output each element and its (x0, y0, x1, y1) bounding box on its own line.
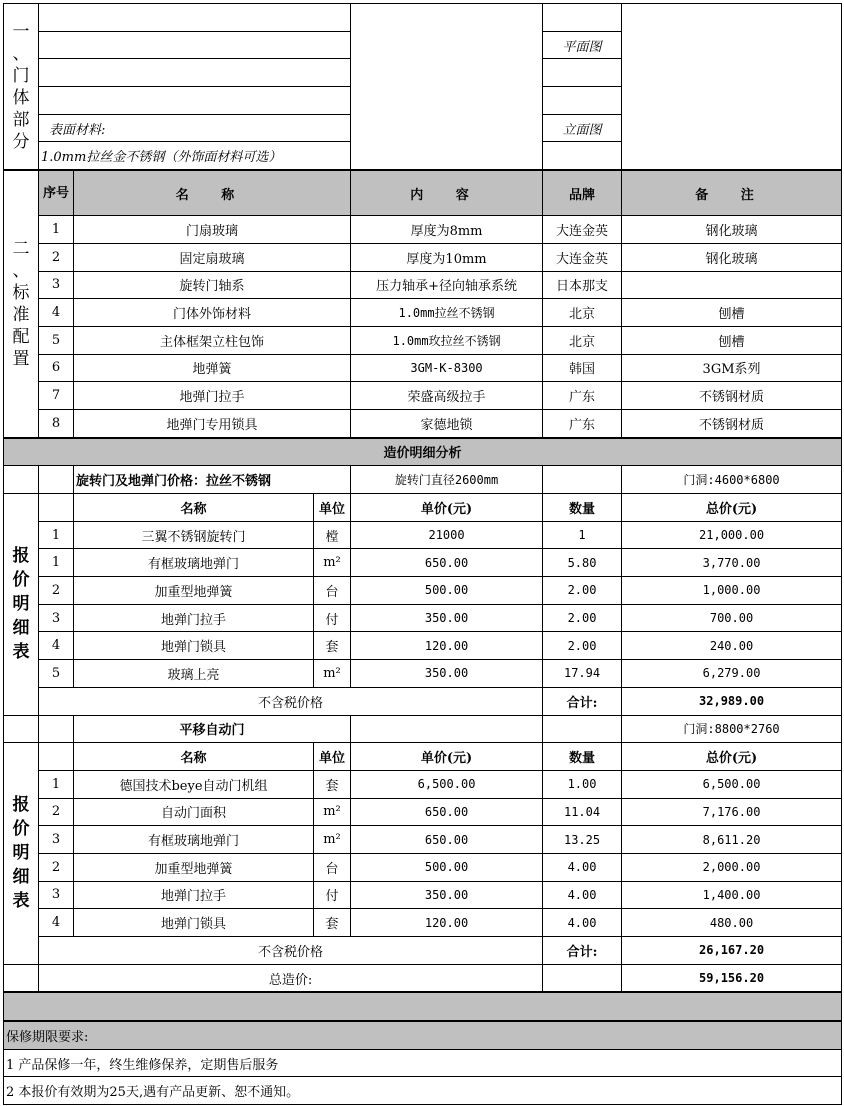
warranty-title: 保修期限要求: (4, 1021, 842, 1049)
quote-price: 350.00 (351, 881, 543, 909)
quote-unit: m² (314, 660, 351, 688)
quote-total: 3,770.00 (622, 549, 842, 577)
plan-view-label: 平面图 (543, 31, 622, 59)
quote-seq: 5 (39, 660, 74, 688)
config-note (622, 271, 842, 299)
config-name: 地弹门专用锁具 (74, 409, 351, 437)
door-blank-cell (543, 59, 622, 87)
quote-qty: 13.25 (543, 826, 622, 854)
blank-cell (4, 964, 39, 992)
quote-total: 21,000.00 (622, 521, 842, 549)
table-row (4, 909, 842, 937)
quote1-header-total: 总价(元) (622, 494, 842, 522)
quote-price: 500.00 (351, 853, 543, 881)
config-content: 压力轴承+径向轴承系统 (351, 271, 543, 299)
quote-unit: 付 (314, 881, 351, 909)
table-row (4, 299, 842, 327)
surface-material-label: 表面材料: (39, 114, 351, 142)
config-content: 家德地锁 (351, 409, 543, 437)
quote-seq: 1 (39, 521, 74, 549)
door-section-label: 一 、 门 体 部 分 (4, 4, 39, 171)
quote-seq: 3 (39, 604, 74, 632)
table-row (4, 326, 842, 354)
gray-spacer (4, 992, 842, 1021)
grand-total-label: 总造价: (39, 964, 543, 992)
config-brand: 北京 (543, 326, 622, 354)
config-seq: 3 (39, 271, 74, 299)
door-blank-cell (543, 142, 622, 170)
table-row (4, 382, 842, 410)
quote-price: 350.00 (351, 660, 543, 688)
quote-price: 120.00 (351, 632, 543, 660)
config-seq: 4 (39, 299, 74, 327)
quote2-header-price: 单价(元) (351, 743, 543, 771)
table-row (4, 577, 842, 605)
config-note: 刨槽 (622, 326, 842, 354)
table-row (4, 853, 842, 881)
quote1-header-unit: 单位 (314, 494, 351, 522)
config-name: 旋转门轴系 (74, 271, 351, 299)
config-content: 厚度为10mm (351, 243, 543, 271)
quote-seq: 3 (39, 881, 74, 909)
config-header-seq: 序号 (39, 170, 74, 216)
door-image-area (622, 4, 842, 171)
table-row (4, 770, 842, 798)
quote-unit: 套 (314, 770, 351, 798)
quote1-sum-label: 合计: (543, 687, 622, 715)
config-note: 不锈钢材质 (622, 409, 842, 437)
quote1-header-price: 单价(元) (351, 494, 543, 522)
quote-qty: 17.94 (543, 660, 622, 688)
quote1-spec: 旋转门直径2600mm (351, 466, 543, 494)
config-brand: 日本那支 (543, 271, 622, 299)
config-name: 地弹门拉手 (74, 382, 351, 410)
blank-cell (39, 743, 74, 771)
quote-qty: 11.04 (543, 798, 622, 826)
quote-total: 240.00 (622, 632, 842, 660)
config-brand: 北京 (543, 299, 622, 327)
quote-seq: 2 (39, 798, 74, 826)
quote2-header-total: 总价(元) (622, 743, 842, 771)
quote-price: 350.00 (351, 604, 543, 632)
quote-name: 玻璃上亮 (74, 660, 314, 688)
config-brand: 大连金英 (543, 243, 622, 271)
config-seq: 8 (39, 409, 74, 437)
config-note: 3GM系列 (622, 354, 842, 382)
quote2-title: 平移自动门 (74, 715, 351, 743)
blank-cell (39, 494, 74, 522)
quote-total: 1,400.00 (622, 881, 842, 909)
quote-qty: 4.00 (543, 853, 622, 881)
quote2-header-unit: 单位 (314, 743, 351, 771)
quote-seq: 4 (39, 632, 74, 660)
table-row (4, 354, 842, 382)
quote-total: 1,000.00 (622, 577, 842, 605)
config-name: 门体外饰材料 (74, 299, 351, 327)
quote-price: 6,500.00 (351, 770, 543, 798)
config-name: 地弹簧 (74, 354, 351, 382)
config-note: 不锈钢材质 (622, 382, 842, 410)
quote-unit: m² (314, 549, 351, 577)
quote-price: 650.00 (351, 826, 543, 854)
blank-cell (39, 715, 74, 743)
table-row (4, 660, 842, 688)
config-seq: 2 (39, 243, 74, 271)
quote-name: 地弹门拉手 (74, 881, 314, 909)
table-row (4, 632, 842, 660)
quote1-header-qty: 数量 (543, 494, 622, 522)
config-header-brand: 品牌 (543, 170, 622, 216)
config-content: 荣盛高级拉手 (351, 382, 543, 410)
config-content: 1.0mm玫拉丝不锈钢 (351, 326, 543, 354)
table-row (4, 271, 842, 299)
quote-unit: 付 (314, 604, 351, 632)
quote-name: 地弹门拉手 (74, 604, 314, 632)
config-note: 刨槽 (622, 299, 842, 327)
quote-unit: 台 (314, 853, 351, 881)
quote1-section-label: 报 价 明 细 表 (4, 494, 39, 716)
quote-unit: 套 (314, 909, 351, 937)
quote-price: 120.00 (351, 909, 543, 937)
quote1-opening: 门洞:4600*6800 (622, 466, 842, 494)
table-row (4, 604, 842, 632)
quote2-section-label: 报 价 明 细 表 (4, 743, 39, 965)
door-blank-cell (39, 87, 351, 115)
config-name: 门扇玻璃 (74, 216, 351, 244)
config-brand: 广东 (543, 382, 622, 410)
quote-name: 有框玻璃地弹门 (74, 826, 314, 854)
quote-name: 有框玻璃地弹门 (74, 549, 314, 577)
door-blank-cell (39, 4, 351, 32)
quote-unit: 樘 (314, 521, 351, 549)
quote-total: 8,611.20 (622, 826, 842, 854)
quote-price: 500.00 (351, 577, 543, 605)
table-row (4, 409, 842, 437)
config-header-content: 内 容 (351, 170, 543, 216)
quote-name: 自动门面积 (74, 798, 314, 826)
config-section-label: 二 、 标 准 配 置 (4, 170, 39, 438)
blank-cell (543, 466, 622, 494)
quote1-title: 旋转门及地弹门价格：拉丝不锈钢 (74, 466, 351, 494)
blank-cell (543, 715, 622, 743)
door-blank-cell (543, 4, 622, 32)
config-name: 固定扇玻璃 (74, 243, 351, 271)
config-content: 3GM-K-8300 (351, 354, 543, 382)
quote-total: 480.00 (622, 909, 842, 937)
quote1-header-name: 名称 (74, 494, 314, 522)
quote-total: 7,176.00 (622, 798, 842, 826)
quote-price: 21000 (351, 521, 543, 549)
quote-name: 地弹门锁具 (74, 632, 314, 660)
door-blank-cell (39, 59, 351, 87)
quote-qty: 2.00 (543, 632, 622, 660)
quote-qty: 4.00 (543, 909, 622, 937)
quote-name: 地弹门锁具 (74, 909, 314, 937)
quote-name: 加重型地弹簧 (74, 577, 314, 605)
config-header-name: 名 称 (74, 170, 351, 216)
quote2-header-name: 名称 (74, 743, 314, 771)
warranty-line: 1 产品保修一年，终生维修保养，定期售后服务 (4, 1049, 842, 1077)
quote-price: 650.00 (351, 798, 543, 826)
quote1-sum-value: 32,989.00 (622, 687, 842, 715)
door-blank-cell (543, 87, 622, 115)
quote2-sum-value: 26,167.20 (622, 937, 842, 965)
config-seq: 1 (39, 216, 74, 244)
quote-seq: 4 (39, 909, 74, 937)
quote-total: 2,000.00 (622, 853, 842, 881)
quote1-pretax-label: 不含税价格 (39, 687, 543, 715)
blank-cell (4, 466, 39, 494)
quote-seq: 3 (39, 826, 74, 854)
quote-name: 三翼不锈钢旋转门 (74, 521, 314, 549)
quote-qty: 1 (543, 521, 622, 549)
quote-unit: m² (314, 826, 351, 854)
quote-total: 6,500.00 (622, 770, 842, 798)
quote-seq: 1 (39, 549, 74, 577)
quote-qty: 2.00 (543, 577, 622, 605)
config-name: 主体框架立柱包饰 (74, 326, 351, 354)
quote-price: 650.00 (351, 549, 543, 577)
quote-qty: 2.00 (543, 604, 622, 632)
warranty-line: 2 本报价有效期为25天,遇有产品更新、恕不通知。 (4, 1077, 842, 1105)
quote2-pretax-label: 不含税价格 (39, 937, 543, 965)
quote2-opening: 门洞:8800*2760 (622, 715, 842, 743)
table-row (4, 521, 842, 549)
quotation-sheet (3, 3, 842, 1105)
config-note: 钢化玻璃 (622, 243, 842, 271)
table-row (4, 243, 842, 271)
table-row (4, 216, 842, 244)
quote-total: 6,279.00 (622, 660, 842, 688)
blank-cell (4, 715, 39, 743)
surface-material-value: 1.0mm拉丝金不锈钢（外饰面材料可选） (39, 142, 351, 170)
quote-name: 德国技术beye自动门机组 (74, 770, 314, 798)
config-seq: 5 (39, 326, 74, 354)
quote2-header-qty: 数量 (543, 743, 622, 771)
quote-seq: 2 (39, 577, 74, 605)
grand-total-value: 59,156.20 (622, 964, 842, 992)
config-seq: 7 (39, 382, 74, 410)
quote-qty: 5.80 (543, 549, 622, 577)
door-image-area (351, 4, 543, 171)
elevation-view-label: 立面图 (543, 114, 622, 142)
quote2-sum-label: 合计: (543, 937, 622, 965)
config-brand: 韩国 (543, 354, 622, 382)
table-row (4, 549, 842, 577)
quote-qty: 1.00 (543, 770, 622, 798)
table-row (4, 826, 842, 854)
quote-seq: 2 (39, 853, 74, 881)
door-blank-cell (39, 31, 351, 59)
config-header-note: 备 注 (622, 170, 842, 216)
blank-cell (39, 466, 74, 494)
quote-unit: 套 (314, 632, 351, 660)
blank-cell (543, 964, 622, 992)
quote-qty: 4.00 (543, 881, 622, 909)
cost-analysis-title: 造价明细分析 (4, 438, 842, 466)
quote-unit: m² (314, 798, 351, 826)
config-content: 厚度为8mm (351, 216, 543, 244)
config-note: 钢化玻璃 (622, 216, 842, 244)
quote-unit: 台 (314, 577, 351, 605)
config-seq: 6 (39, 354, 74, 382)
quote-total: 700.00 (622, 604, 842, 632)
config-content: 1.0mm拉丝不锈钢 (351, 299, 543, 327)
quote-name: 加重型地弹簧 (74, 853, 314, 881)
table-row (4, 881, 842, 909)
config-brand: 广东 (543, 409, 622, 437)
table-row (4, 798, 842, 826)
blank-cell (351, 715, 543, 743)
config-brand: 大连金英 (543, 216, 622, 244)
quote-seq: 1 (39, 770, 74, 798)
